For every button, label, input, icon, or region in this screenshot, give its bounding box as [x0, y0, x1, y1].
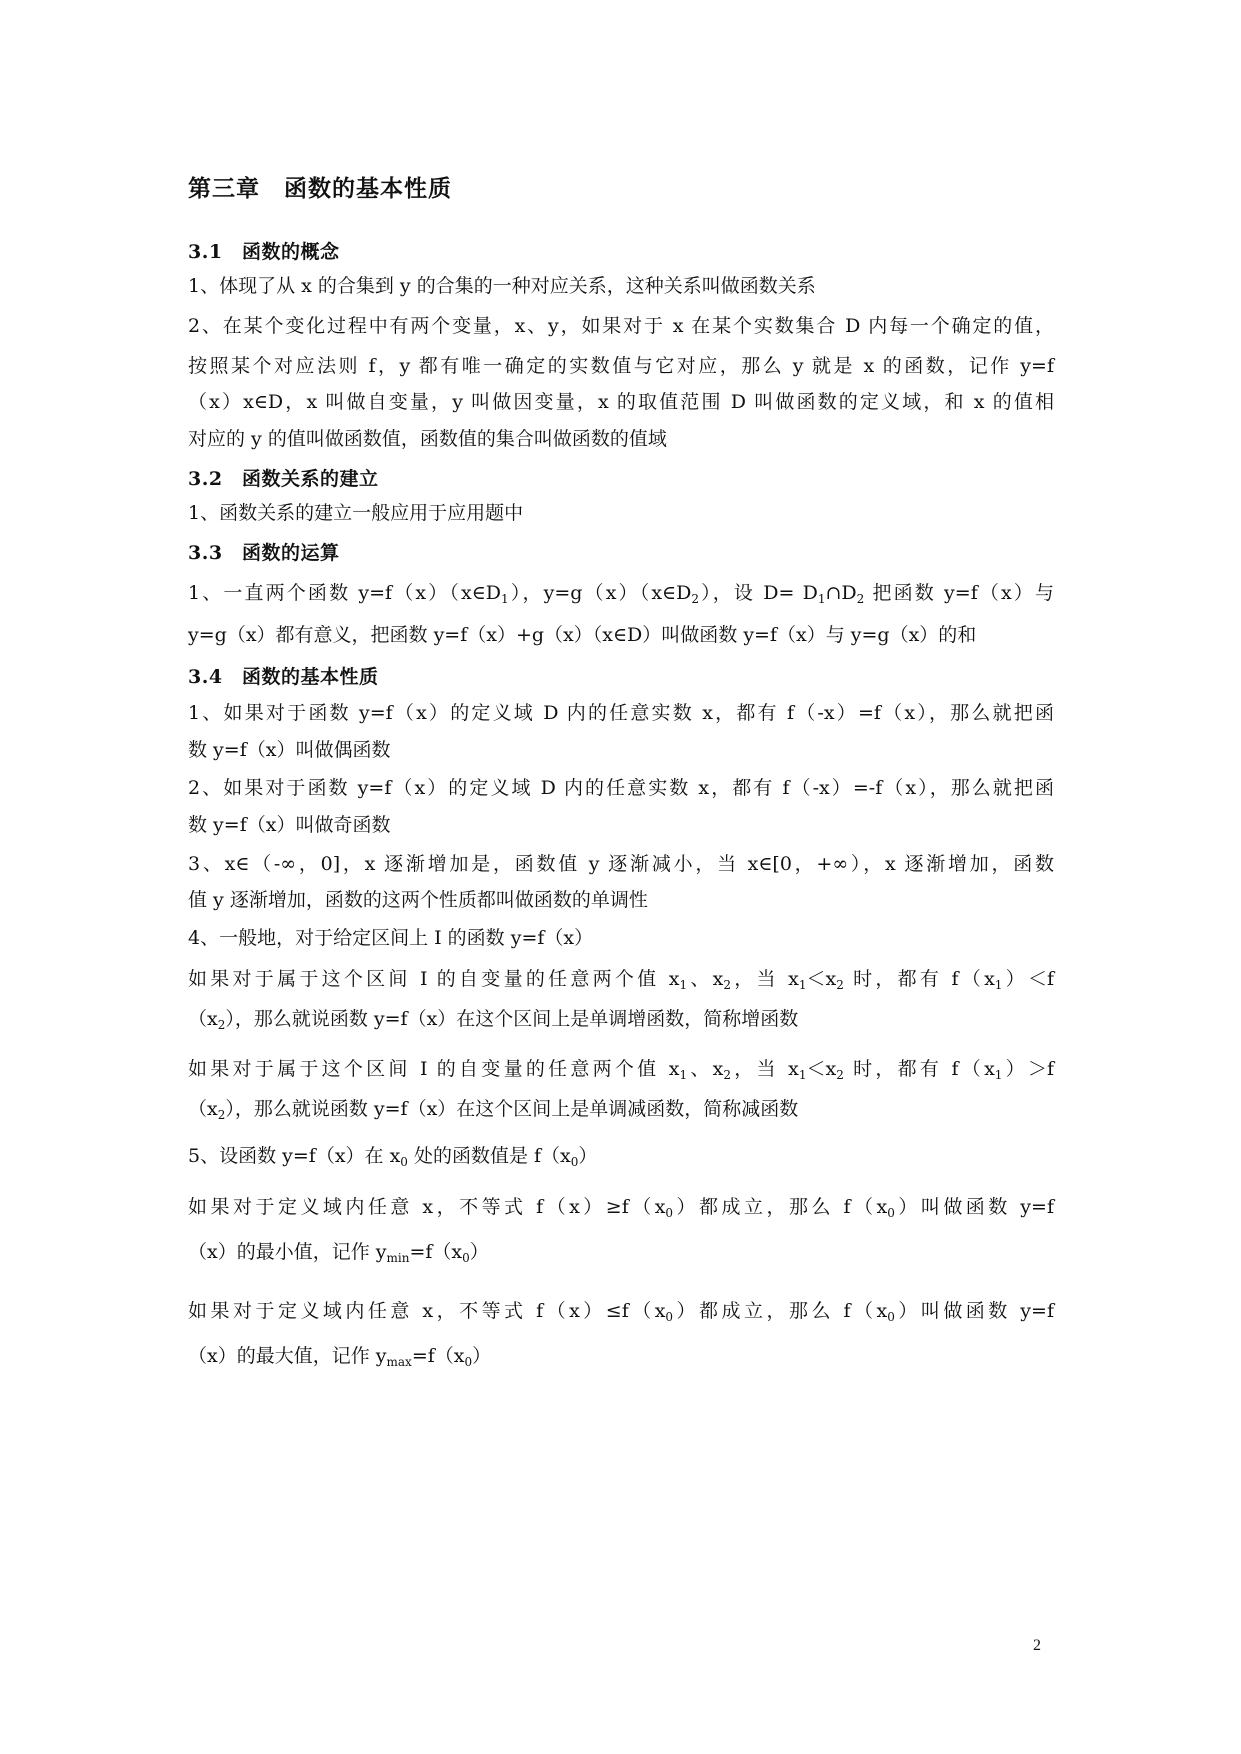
text-run: （x）的最大值，记作 y	[188, 1345, 387, 1367]
subscript: 1	[679, 978, 688, 992]
subscript: 2	[691, 592, 699, 606]
text-run: ）	[469, 1241, 489, 1263]
paragraph-line: 1、体现了从 x 的合集到 y 的合集的一种对应关系，这种关系叫做函数关系	[188, 275, 816, 297]
paragraph-line	[188, 1298, 1054, 1324]
text-run: 时，都有 f（x	[843, 1058, 995, 1080]
paragraph-line	[188, 1096, 1054, 1122]
text-run: ∩D	[825, 582, 857, 604]
subscript: max	[386, 1355, 412, 1369]
subscript: 2	[723, 978, 731, 992]
text-run: =f（x	[411, 1345, 465, 1367]
text-run: ），y=g（x）（x∈D	[508, 582, 692, 604]
subscript: min	[386, 1251, 410, 1265]
text-run: 如果对于定义域内任意 x，不等式 f（x）≤f（x	[188, 1300, 666, 1322]
paragraph-line: 3、x∈（-∞，0]，x 逐渐增加是，函数值 y 逐渐减小，当 x∈[0，+∞），x 逐渐增加，函数	[188, 853, 1054, 875]
text-run: ）叫做函数 y=f	[894, 1196, 1054, 1218]
text-run: ）	[472, 1345, 492, 1367]
paragraph-line: 数 y=f（x）叫做偶函数	[188, 739, 391, 761]
subscript: 2	[856, 592, 865, 606]
paragraph-line: 数 y=f（x）叫做奇函数	[188, 814, 391, 836]
subscript: 2	[836, 978, 844, 992]
text-run: ）＜f	[1002, 968, 1055, 990]
text-run: ），设 D= D	[699, 582, 818, 604]
subscript: 0	[887, 1310, 895, 1324]
text-run: ，当 x	[731, 1058, 799, 1080]
paragraph-line: 2、在某个变化过程中有两个变量，x、y，如果对于 x 在某个实数集合 D 内每一个确定的值，	[188, 315, 1054, 337]
paragraph-line: （x）x∈D，x 叫做自变量，y 叫做因变量，x 的取值范围 D 叫做函数的定义域，和 x 的值相	[188, 391, 1054, 413]
paragraph-line	[188, 1239, 1054, 1265]
text-run: 如果对于属于这个区间 I 的自变量的任意两个值 x	[188, 968, 680, 990]
paragraph-line	[188, 1006, 1054, 1032]
text-run: ）叫做函数 y=f	[894, 1300, 1054, 1322]
subscript: 2	[217, 1108, 226, 1122]
paragraph-line: 值 y 逐渐增加，函数的这两个性质都叫做函数的单调性	[188, 889, 648, 911]
text-run: =f（x	[409, 1241, 463, 1263]
text-run: ＜x	[806, 1058, 837, 1080]
subscript: 1	[501, 592, 509, 606]
subscript: 0	[665, 1310, 674, 1324]
subscript: 0	[400, 1155, 408, 1169]
subscript: 0	[887, 1206, 895, 1220]
paragraph-line	[188, 1143, 1054, 1169]
paragraph-line	[188, 580, 1054, 606]
text-run: （x	[188, 1098, 218, 1120]
text-run: ＜x	[806, 968, 837, 990]
subscript: 2	[836, 1068, 844, 1082]
text-run: ），那么就说函数 y=f（x）在这个区间上是单调增函数，简称增函数	[225, 1008, 799, 1030]
subscript: 0	[464, 1355, 473, 1369]
text-run: 如果对于定义域内任意 x，不等式 f（x）≥f（x	[188, 1196, 666, 1218]
paragraph-line	[188, 1343, 1054, 1369]
text-run: （x）的最小值，记作 y	[188, 1241, 387, 1263]
subscript: 0	[462, 1251, 470, 1265]
paragraph-line	[188, 1194, 1054, 1220]
text-run: 处的函数值是 f（x	[407, 1145, 571, 1167]
subscript: 1	[994, 1068, 1003, 1082]
subscript: 1	[798, 1068, 807, 1082]
section-heading-3-1: 3.1 函数的概念	[188, 241, 340, 263]
text-run: ）都成立，那么 f（x	[673, 1196, 888, 1218]
paragraph-line: 1、函数关系的建立一般应用于应用题中	[188, 502, 524, 524]
page-number: 2	[1033, 1637, 1041, 1654]
text-run: 把函数 y=f（x）与	[864, 582, 1055, 604]
section-heading-3-2: 3.2 函数关系的建立	[188, 468, 379, 490]
subscript: 0	[665, 1206, 674, 1220]
text-run: 、x	[687, 968, 724, 990]
text-run: ）＞f	[1002, 1058, 1055, 1080]
paragraph-line: 2、如果对于函数 y=f（x）的定义域 D 内的任意实数 x，都有 f（-x）=-f（x），那么就把函	[188, 777, 1054, 799]
text-run: 如果对于属于这个区间 I 的自变量的任意两个值 x	[188, 1058, 680, 1080]
subscript: 1	[817, 592, 826, 606]
text-run: ）都成立，那么 f（x	[673, 1300, 888, 1322]
text-run: （x	[188, 1008, 218, 1030]
paragraph-line: y=g（x）都有意义，把函数 y=f（x）+g（x）（x∈D）叫做函数 y=f（x）与 y=g（x）的和	[188, 624, 977, 646]
subscript: 1	[798, 978, 807, 992]
paragraph-line	[188, 966, 1054, 992]
chapter-title: 第三章 函数的基本性质	[188, 175, 452, 202]
text-run: 1、一直两个函数 y=f（x）（x∈D	[188, 582, 502, 604]
text-run: 、x	[687, 1058, 724, 1080]
subscript: 2	[723, 1068, 731, 1082]
section-heading-3-3: 3.3 函数的运算	[188, 542, 340, 564]
text-run: ，当 x	[731, 968, 799, 990]
subscript: 1	[679, 1068, 688, 1082]
section-heading-3-4: 3.4 函数的基本性质	[188, 666, 379, 688]
text-run: 5、设函数 y=f（x）在 x	[188, 1145, 401, 1167]
text-run: ），那么就说函数 y=f（x）在这个区间上是单调减函数，简称减函数	[225, 1098, 799, 1120]
paragraph-line	[188, 1056, 1054, 1082]
paragraph-line: 对应的 y 的值叫做函数值，函数值的集合叫做函数的值域	[188, 428, 667, 450]
subscript: 1	[994, 978, 1003, 992]
paragraph-line: 4、一般地，对于给定区间上 I 的函数 y=f（x）	[188, 927, 594, 949]
text-run: 时，都有 f（x	[843, 968, 995, 990]
subscript: 2	[217, 1018, 226, 1032]
text-run: ）	[578, 1145, 598, 1167]
paragraph-line: 1、如果对于函数 y=f（x）的定义域 D 内的任意实数 x，都有 f（-x）=f（x），那么就把函	[188, 702, 1054, 724]
subscript: 0	[570, 1155, 579, 1169]
paragraph-line: 按照某个对应法则 f，y 都有唯一确定的实数值与它对应，那么 y 就是 x 的函数，记作 y=f	[188, 355, 1054, 377]
